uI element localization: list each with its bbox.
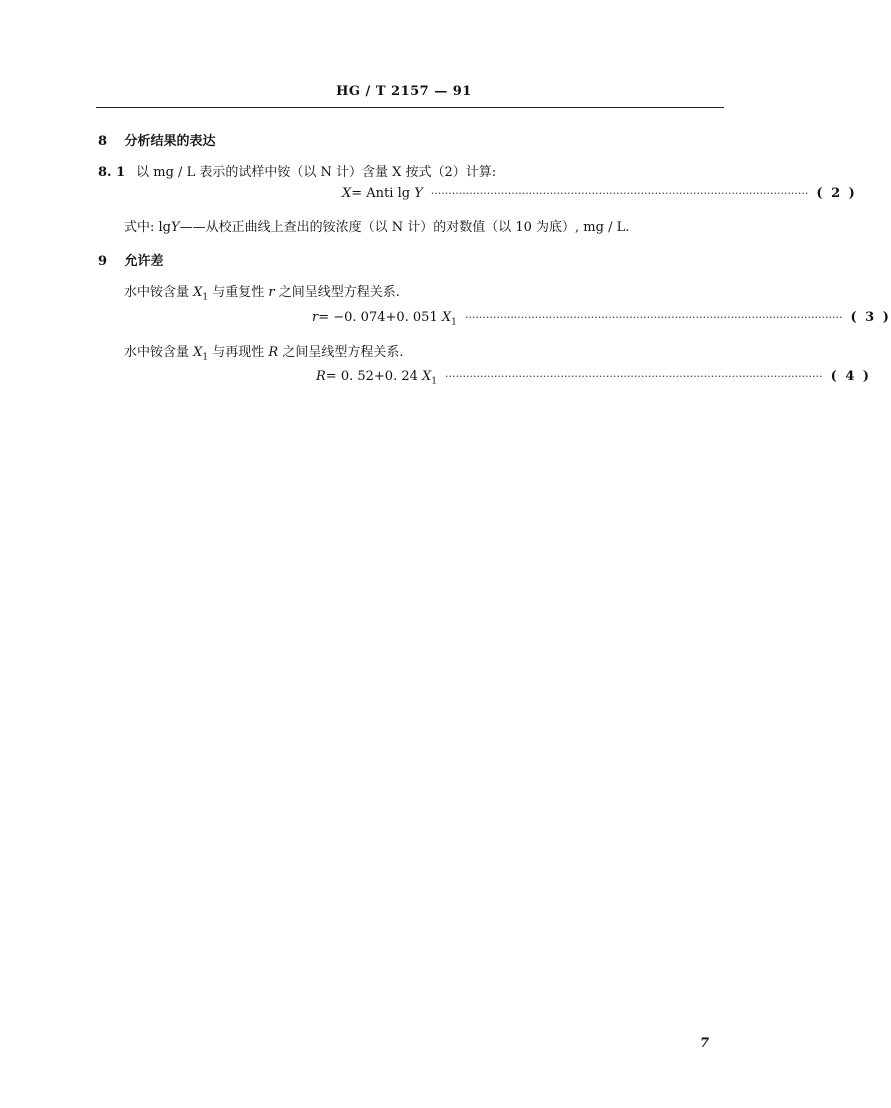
equation-3-expression: r= −0. 074+0. 051 $X_1$ xyxy=(312,310,457,328)
equation-2-leader-dots: ············································································································ xyxy=(430,187,809,200)
equation-2-number: ( 2 ) xyxy=(816,186,857,201)
equation-4 xyxy=(316,369,872,387)
section-9-heading xyxy=(98,250,164,269)
equation-3-leader-dots: ············································································································ xyxy=(464,311,843,324)
equation-2-expression: X= Anti lg Y xyxy=(342,186,423,201)
where-clause: 式中: lgY——从校正曲线上查出的铵浓度（以 N 计）的对数值（以 10 为底）, mg / L. xyxy=(124,220,630,235)
equation-4-leader-dots: ············································································································ xyxy=(445,370,823,383)
equation-3-number: ( 3 ) xyxy=(850,310,891,325)
section-8-title: 分析结果的表达 xyxy=(124,134,216,149)
section-8-1-paragraph xyxy=(98,161,496,180)
header-rule xyxy=(96,107,724,108)
section-8-number: 8 xyxy=(98,134,108,149)
equation-4-expression: R= 0. 52+0. 24 $X_1$ xyxy=(316,369,438,387)
reproducibility-paragraph: 水中铵含量 $X_1$ 与再现性 R 之间呈线型方程关系. xyxy=(124,345,404,363)
equation-4-number: ( 4 ) xyxy=(830,369,872,384)
repeatability-paragraph: 水中铵含量 $X_1$ 与重复性 r 之间呈线型方程关系. xyxy=(124,285,400,303)
equation-2 xyxy=(342,186,857,201)
page-number: 7 xyxy=(700,1036,710,1051)
section-8-1-number: 8. 1 xyxy=(98,165,126,180)
section-8-1-text: 以 mg / L 表示的试样中铵（以 N 计）含量 X 按式（2）计算: xyxy=(136,165,497,180)
section-9-title: 允许差 xyxy=(124,254,164,269)
section-9-number: 9 xyxy=(98,254,108,269)
standard-header: HG / T 2157 — 91 xyxy=(336,84,472,99)
equation-3 xyxy=(312,310,891,328)
section-8-heading xyxy=(98,130,216,149)
